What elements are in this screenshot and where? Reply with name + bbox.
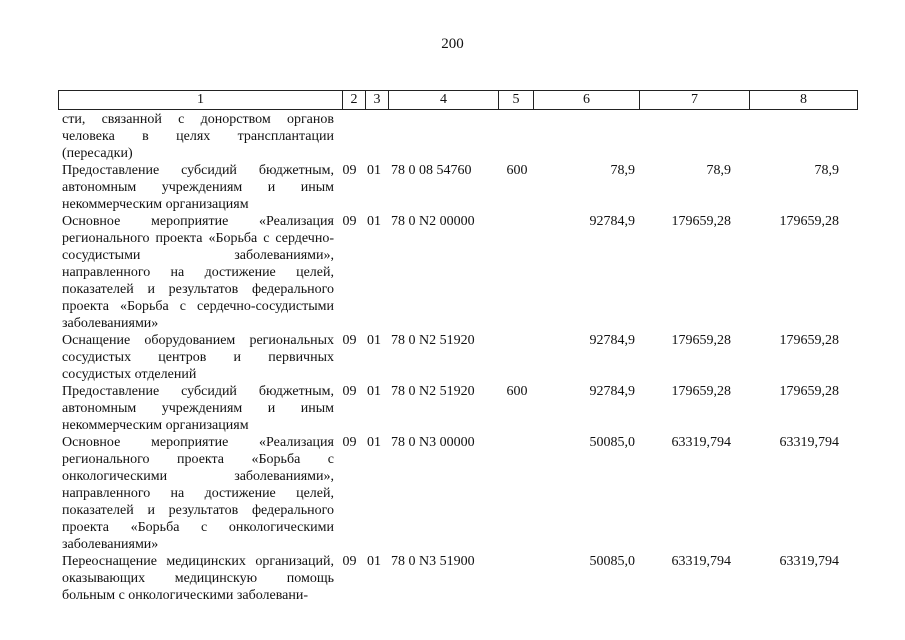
row-amount-6: 50085,0: [589, 435, 635, 450]
row-name: Предоставление субсидий бюджетным, автономным учреждениям и иным некоммерческим организациям: [62, 163, 334, 212]
row-name: Предоставление субсидий бюджетным, автономным учреждениям и иным некоммерческим организациям: [62, 384, 334, 433]
row-amount-7: 63319,794: [671, 435, 731, 450]
row-section: 09: [342, 333, 357, 348]
row-name: Оснащение оборудованием региональных сосудистых центров и первичных сосудистых отделений: [62, 333, 334, 382]
row-subsection: 01: [367, 214, 381, 229]
row-subsection: [363, 111, 385, 162]
row-subsection: 01: [367, 333, 381, 348]
row-amount-6: 92784,9: [589, 384, 635, 399]
column-header-7: 7: [640, 91, 750, 109]
row-amount-7: 179659,28: [671, 384, 731, 399]
table-row: [62, 111, 853, 162]
row-amount-6: 92784,9: [589, 214, 635, 229]
row-target-code: 78 0 N3 51900: [391, 554, 475, 569]
table-header: [58, 90, 858, 110]
row-amount-8: 78,9: [814, 163, 839, 178]
row-section: [336, 111, 363, 162]
row-name: Переоснащение медицинских организаций, оказывающих медицинскую помощь больным с онкологическими заболевани-: [62, 554, 334, 603]
row-amount-6: 78,9: [610, 163, 635, 178]
page-number: 200: [441, 36, 464, 52]
column-header-2: 2: [343, 91, 366, 109]
row-target-code: 78 0 N3 00000: [391, 435, 475, 450]
table-row: [62, 383, 853, 434]
row-expense-type: 600: [506, 163, 528, 178]
row-amount-7: 63319,794: [671, 554, 731, 569]
column-header-5: 5: [499, 91, 534, 109]
table-row: [62, 162, 853, 213]
row-subsection: 01: [367, 435, 381, 450]
row-subsection: 01: [367, 554, 381, 569]
row-target-code: 78 0 N2 51920: [391, 333, 475, 348]
column-header-6: 6: [534, 91, 640, 109]
column-header-3: 3: [366, 91, 389, 109]
row-amount-8: 179659,28: [779, 384, 839, 399]
table-body: [62, 111, 853, 604]
row-amount-6: 50085,0: [589, 554, 635, 569]
row-amount-8: 179659,28: [779, 333, 839, 348]
row-amount-7: 179659,28: [671, 214, 731, 229]
row-section: 09: [342, 163, 357, 178]
row-expense-type: [499, 553, 535, 604]
column-header-1: 1: [59, 91, 343, 109]
row-amount-6: 92784,9: [589, 333, 635, 348]
row-section: 09: [342, 384, 357, 399]
row-expense-type: [499, 434, 535, 553]
row-section: 09: [342, 435, 357, 450]
row-amount-6: [535, 111, 635, 162]
row-subsection: 01: [367, 384, 381, 399]
table-row: [62, 434, 853, 553]
row-amount-8: 63319,794: [779, 435, 839, 450]
column-header-4: 4: [389, 91, 499, 109]
row-section: 09: [342, 554, 357, 569]
row-amount-8: 63319,794: [779, 554, 839, 569]
row-section: 09: [342, 214, 357, 229]
column-header-8: 8: [750, 91, 858, 109]
row-amount-7: [635, 111, 745, 162]
row-target-code: 78 0 N2 51920: [391, 384, 475, 399]
table-row: [62, 553, 853, 604]
row-name: сти, связанной с донорством органов человека в целях трансплантации (пересадки): [62, 112, 334, 161]
row-amount-8: 179659,28: [779, 214, 839, 229]
row-expense-type: [499, 111, 535, 162]
row-amount-7: 78,9: [706, 163, 731, 178]
row-name: Основное мероприятие «Реализация регионального проекта «Борьба с сердечно-сосудистыми заболеваниями», направленного на достижение целей, показателей и результатов федерального проекта «Борьба с сердечно-сосудистыми заболеваниями»: [62, 214, 334, 331]
row-target-code: 78 0 08 54760: [391, 163, 472, 178]
row-expense-type: 600: [506, 384, 528, 399]
row-expense-type: [499, 332, 535, 383]
table-row: [62, 213, 853, 332]
row-expense-type: [499, 213, 535, 332]
row-target-code: [385, 111, 499, 162]
table-row: [62, 332, 853, 383]
row-subsection: 01: [367, 163, 381, 178]
row-name: Основное мероприятие «Реализация регионального проекта «Борьба с онкологическими заболеваниями», направленного на достижение целей, показателей и результатов федерального проекта «Борьба с онкологическими заболеваниями»: [62, 435, 334, 552]
row-target-code: 78 0 N2 00000: [391, 214, 475, 229]
row-amount-7: 179659,28: [671, 333, 731, 348]
row-amount-8: [745, 111, 853, 162]
